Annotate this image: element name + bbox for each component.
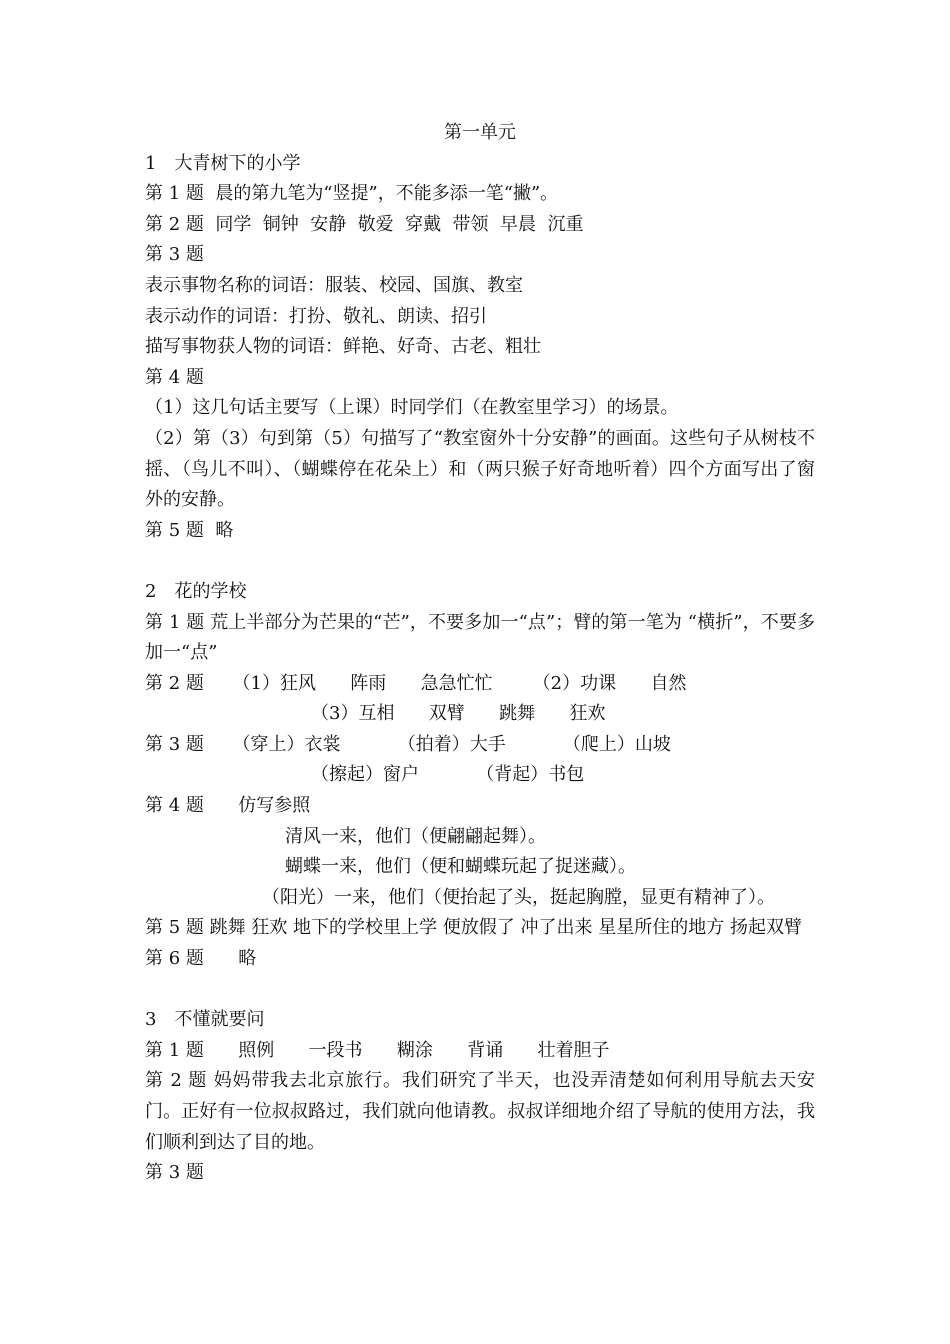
lesson-1-q2: 第 2 题 同学 铜钟 安静 敬爱 穿戴 带领 早晨 沉重 xyxy=(145,213,584,235)
lesson-2-q2-row2: （3）互相 双臂 跳舞 狂欢 xyxy=(311,703,606,725)
lesson-1-q1: 第 1 题 晨的第九笔为“竖提”，不能多添一笔“撇”。 xyxy=(145,183,559,205)
spacer xyxy=(145,546,815,577)
lesson-1-q3-names: 表示事物名称的词语：服装、校园、国旗、教室 xyxy=(145,274,523,296)
lesson-3-heading: 3 不懂就要问 xyxy=(145,1009,265,1031)
document-page xyxy=(145,118,815,1189)
unit-title: 第一单元 xyxy=(444,122,516,143)
lesson-3-q1: 第 1 题 照例 一段书 糊涂 背诵 壮着胆子 xyxy=(145,1039,610,1061)
lesson-2-q4-line2: 蝴蝶一来，他们（便和蝴蝶玩起了捉迷藏）。 xyxy=(285,856,636,878)
lesson-1-q3-label: 第 3 题 xyxy=(145,244,204,266)
lesson-1-q3-actions: 表示动作的词语：打扮、敬礼、朗读、招引 xyxy=(145,305,487,327)
lesson-2-q1: 第 1 题 荒上半部分为芒果的“芒”，不要多加一“点”；臂的第一笔为 “横折”，不要多加一“点” xyxy=(145,611,815,664)
lesson-2-q5: 第 5 题 跳舞 狂欢 地下的学校里上学 便放假了 冲了出来 星星所住的地方 扬起双臂 xyxy=(145,917,802,939)
lesson-2-q3-row2: （擦起）窗户 （背起）书包 xyxy=(311,764,585,786)
lesson-1-q4-part2: （2）第（3）句到第（5）句描写了“教室窗外十分安静”的画面。这些句子从树枝不摇、（鸟儿不叫）、（蝴蝶停在花朵上）和（两只猴子好奇地听着）四个方面写出了窗外的安静。 xyxy=(145,427,815,511)
lesson-1-q3-descriptions: 描写事物获人物的词语：鲜艳、好奇、古老、粗壮 xyxy=(145,336,541,358)
lesson-1-q4-label: 第 4 题 xyxy=(145,366,204,388)
lesson-1-q5: 第 5 题 略 xyxy=(145,519,234,541)
lesson-2-q2-row1: 第 2 题 （1）狂风 阵雨 急急忙忙 （2）功课 自然 xyxy=(145,672,687,694)
lesson-3-q3-label: 第 3 题 xyxy=(145,1162,204,1184)
lesson-2-q4-line1: 清风一来，他们（便翩翩起舞）。 xyxy=(285,825,546,847)
lesson-2-q4-label: 第 4 题 仿写参照 xyxy=(145,795,311,817)
lesson-1-q4-part1: （1）这几句话主要写（上课）时同学们（在教室里学习）的场景。 xyxy=(145,397,679,419)
lesson-2-q6: 第 6 题 略 xyxy=(145,948,257,970)
lesson-2-q3-row1: 第 3 题 （穿上）衣裳 （拍着）大手 （爬上）山坡 xyxy=(145,733,671,755)
lesson-2-heading: 2 花的学校 xyxy=(145,580,247,602)
lesson-3-q2: 第 2 题 妈妈带我去北京旅行。我们研究了半天，也没弄清楚如何利用导航去天安门。正好有一位叔叔路过，我们就向他请教。叔叔详细地介绍了导航的使用方法，我们顺利到达了目的地。 xyxy=(145,1070,815,1153)
lesson-1-heading: 1 大青树下的小学 xyxy=(145,152,301,174)
lesson-2-q4-line3: （阳光）一来，他们（便抬起了头，挺起胸膛，显更有精神了）。 xyxy=(262,886,775,908)
spacer xyxy=(145,975,815,1006)
